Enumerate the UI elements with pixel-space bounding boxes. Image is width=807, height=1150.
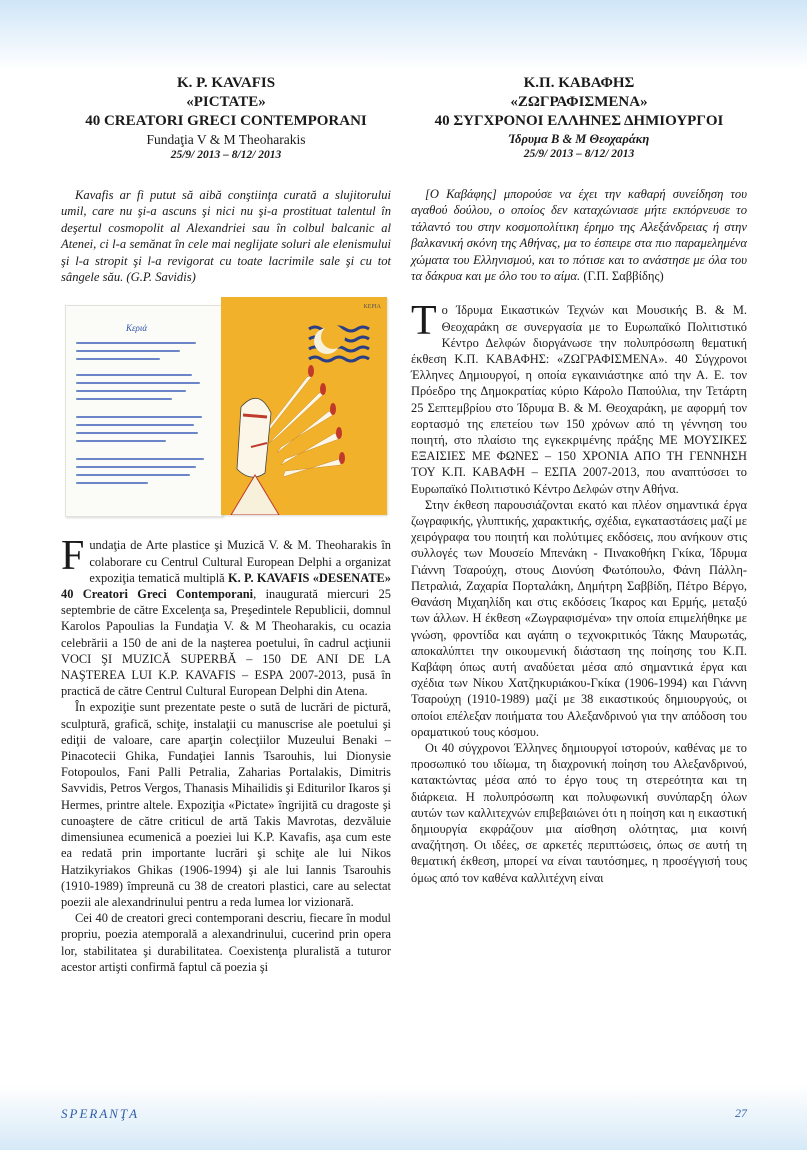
- left-p1-exhibition-name: K. P. KAVAFIS «DESENATE» 40 Creatori Greci Contemporani: [61, 570, 391, 602]
- handwriting-line: [76, 458, 204, 460]
- handwriting-line: [76, 432, 198, 434]
- left-venue: Fundaţia V & M Theoharakis: [146, 132, 306, 147]
- right-quote-text: [Ο Καβάφης] μπορούσε να έχει την καθαρή συνείδηση του αγαθού δούλου, ο οποίος δεν καταχώνιασε μήτε εκπόρνευσε το τάλαντό του στην κοσμοπολίτικη έρημο της Αλεξάνδρειας ή στην βαλκανική σκόνη της Αθήνας, μα το έσπειρε στα πιο παραμελημένα χώματα του Ελληνισμού, και το πότισε και το ανάστησε με όλα του τα δάκρυα και με όλο του το αίμα.: [411, 187, 747, 284]
- handwriting-line: [76, 440, 166, 442]
- handwriting-line: [76, 482, 148, 484]
- moon-shadow: [321, 325, 345, 349]
- left-title-author: K. P. KAVAFIS: [176, 75, 276, 91]
- right-dates: 25/9/ 2013 – 8/12/ 2013: [523, 148, 635, 160]
- left-epigraph-quote: Kavafis ar fi putut să aibă conştiinţa curată a slujitorului umil, care nu şi-a ascuns şi nici nu şi-a prostituat talentul în deşertul cosmopolit al Alexandriei sau în colbul balcanic al Atenei, ci l-a semănat în cele mai neglijate soluri ale elenismului şi l-a stropit şi l-a revigorat cu toate lacrimile sale şi cu tot sângele său. (G.P. Savidis): [61, 188, 391, 285]
- right-paragraph-3: Οι 40 σύγχρονοι Έλληνες δημιουργοί ιστορούν, καθένας με το προσωπικό του ιδίωμα, τη διαχρονική ποίηση του Αλεξανδρινού, κατακτώντας μέσα από το έργο τους τη στερεότητα και τη διάρκεια. Η πολυπρόσωπη και πολυφωνική συνύπαρξη όλων αυτών των καλλιτεχνών επιβεβαιώνει ότι η ποίηση και η εικαστική δημιουργία εκφράζουν μια αίσθηση ολότητας, μια κοινή αναζήτηση. Οι ιδέες, σε αρκετές περιπτώσεις, όπως σε αυτή τη θεματική έκθεση, μπορεί να είναι ταυτόσημες, η προσέγγισή τους όμως από τον καθένα καλλιτέχνη είναι: [411, 740, 747, 885]
- handwriting-line: [76, 382, 200, 384]
- right-p1-text: ο Ίδρυμα Εικαστικών Τεχνών και Μουσικής Β. & Μ. Θεοχαράκη σε συνεργασία με το Ευρωπαϊκό Πολιτιστικό Κέντρο Δελφών διοργάνωσε την πολυπρόσωπη θεματική έκθεση Κ.Π. ΚΑΒΑΦΗΣ: «ΖΩΓΡΑΦΙΣΜΕΝΑ». 40 Σύγχρονοι Έλληνες Δημιουργοί, η οποία εγκαινιάστηκε από την Α. Ε. τον Πρόεδρο της Δημοκρατίας κύριο Κάρολο Παπούλια, την Τετάρτη 25 Σεπτεμβρίου στο Ίδρυμα Β. & Μ. Θεοχαράκη, με αφορμή τον εορτασμό της επετείου των 150 χρόνων από τη γέννηση του ποιητή, στο πλαίσιο της εγκεκριμένης πράξης ΜΕ ΜΟΥΣΙΚΕΣ ΕΞΑΙΣΙΕΣ ΜΕ ΦΩΝΕΣ – 150 ΧΡΟΝΙΑ ΑΠΟ ΤΗ ΓΕΝΝΗΣΗ ΤΟΥ Κ.Π. ΚΑΒΑΦΗ – ΕΣΠΑ 2007-2013, που αναπτύσσει το Ευρωπαϊκό Πολιτιστικό Κέντρο Δελφών στην Αθήνα.: [411, 303, 747, 496]
- right-title-subtitle: 40 ΣΥΓΧΡΟΝΟΙ ΕΛΛΗΝΕΣ ΔΗΜΙΟΥΡΓΟΙ: [434, 113, 724, 129]
- right-column: [411, 74, 747, 886]
- artwork-image: [61, 297, 391, 525]
- right-paragraph-1: [411, 298, 747, 496]
- right-dropcap: Τ: [411, 298, 437, 345]
- right-title-author: Κ.Π. ΚΑΒΑΦΗΣ: [523, 75, 635, 91]
- figure-profile: [231, 399, 279, 516]
- page-number: 27: [735, 1106, 747, 1120]
- left-paragraph-2: În expoziţie sunt prezentate peste o sută de lucrări de pictură, sculptură, grafică, schiţe, instalaţii cu manuscrise ale poetului şi ediţii de valoare, care aparţin colecţiilor Muzeului Benaki – Pinacotecii Ghika, Fundaţiei Iannis Tsarouhis, lui Dionysie Fotopoulos, Fani Palli Petralia, Zaharias Portalakis, Dimitris Savvidis, Petros Vergos, Thanasis Mihailidis şi Editurilor Ikaros şi Hermes, printre altele. Expoziţia «Pictate» îngrijită cu dragoste şi cunoaştere de către criticul de artă Takis Mavrotas, dezvăluie dimensiunea ecumenică a poeziei lui K.P. Kavafis, aşa cum este ea redată prin importante lucrări şi schiţe ale lui Nikos Hatzikyriakos Ghikas (1906-1994) şi ale lui Iannis Tsarouhis (1910-1989) împreună cu 38 de creatori plastici, care au selectat poezii ale alexandrinului pentru a reda lumea lor vizionară.: [61, 700, 391, 909]
- painting-sheet: [221, 297, 387, 515]
- right-paragraph-2: Στην έκθεση παρουσιάζονται εκατό και πλέον σημαντικά έργα ζωγραφικής, γλυπτικής, χαρακτικής, σχέδια, εγκαταστάσεις μαζί με χειρόγραφα του ποιητή και πολύτιμες εκδόσεις, που ανήκουν στις συλλογές των Μουσείο Μπενάκη - Πινακοθήκη Γκίκα, Ίδρυμα Γιάννη Τσαρούχη, στους Διονύση Φωτόπουλο, Φάνη Πάλλη-Πετραλιά, Ζαχαρία Πορταλάκη, Δημήτρη Σαββίδη, Πέτρο Βέργο, Θανάση Μιχαηλίδη και στις εκδόσεις Ίκαρος και Ερμής, μεταξύ των άλλων. Η έκθεση «Ζωγραφισμένα» την οποία επιμελήθηκε με γνώση, φροντίδα και αγάπη ο τεχνοκριτικός Τάκης Μαυρωτάς, αποκαλύπτει την οικουμενική διάσταση της ποίησης του Κ.Π. Καβάφη όπως αυτή αναδύεται μέσα από σημαντικά έργα και σχέδια των Νίκου Χατζηκυριάκου-Γκίκα (1906-1994) και Γιάννη Τσαρούχη (1910-1989) μαζί με 38 εικαστικούς δημιουργούς, οι οποίοι επέλεξαν ποιήματα του Αλεξανδρινού για την απόδοση του οραματικού τους κόσμου.: [411, 497, 747, 739]
- handwriting-line: [76, 358, 160, 360]
- right-header: [411, 74, 747, 162]
- right-epigraph-quote: [411, 186, 747, 284]
- left-paragraph-1: [61, 533, 391, 699]
- right-quote-source: (Γ.Π. Σαββίδης): [580, 269, 664, 284]
- handwriting-line: [76, 466, 196, 468]
- left-p1-text-a: undaţia de Arte plastice şi Muzică V. & M. Theoharakis în colaborare cu Centrul Cultural European Delphi a organizat expoziţia tematică multiplă: [89, 538, 391, 585]
- candles-painting: [221, 297, 387, 515]
- handwriting-line: [76, 390, 186, 392]
- painting-title-note: ΚΕΡΙΑ: [363, 304, 381, 311]
- magazine-name: SPERANŢA: [61, 1106, 140, 1121]
- candles: [261, 375, 341, 477]
- handwriting-line: [76, 398, 172, 400]
- right-venue: Ίδρυμα Β & Μ Θεοχαράκη: [508, 132, 650, 146]
- handwriting-line: [76, 350, 180, 352]
- handwriting-line: [76, 342, 196, 344]
- left-header: [61, 74, 391, 163]
- left-title-subtitle: 40 CREATORI GRECI CONTEMPORANI: [85, 113, 367, 129]
- left-dropcap: F: [61, 533, 85, 580]
- manuscript-sheet: [65, 305, 223, 517]
- manuscript-title: Κεριά: [126, 323, 148, 334]
- right-title-exhibition: «ΖΩΓΡΑΦΙΣΜΕΝΑ»: [510, 94, 648, 110]
- left-paragraph-3: Cei 40 de creatori greci contemporani descriu, fiecare în modul propriu, poezia atemporală a alexandrinului, cucerind prin opera lor, stabilitatea şi durabilitatea. Coexistenţa pluralistă a tuturor acestor artişti confirmă faptul că poezia şi: [61, 911, 391, 974]
- handwriting-line: [76, 416, 202, 418]
- handwriting-line: [76, 374, 192, 376]
- left-column: [61, 74, 391, 975]
- handwriting-line: [76, 424, 194, 426]
- handwriting-line: [76, 474, 190, 476]
- left-title-exhibition: «PICTATE»: [186, 94, 266, 110]
- left-p1-text-c: , inaugurată miercuri 25 septembrie de către Excelenţa sa, Preşedintele Republicii, domnul Karolos Papoulias la Fundaţia V. & M Theoharakis, cu ocazia celebrării a 150 de ani de la naşterea poetului, în cadrul acţiunii VOCI ŞI MUZICĂ SUPERBĂ – 150 DE ANI DE LA NAŞTEREA LUI K.P. KAVAFIS – ESPA 2007-2013, pusă în practică de către Centrul Cultural European Delphi din Atena.: [61, 587, 391, 699]
- left-dates: 25/9/ 2013 – 8/12/ 2013: [170, 149, 282, 161]
